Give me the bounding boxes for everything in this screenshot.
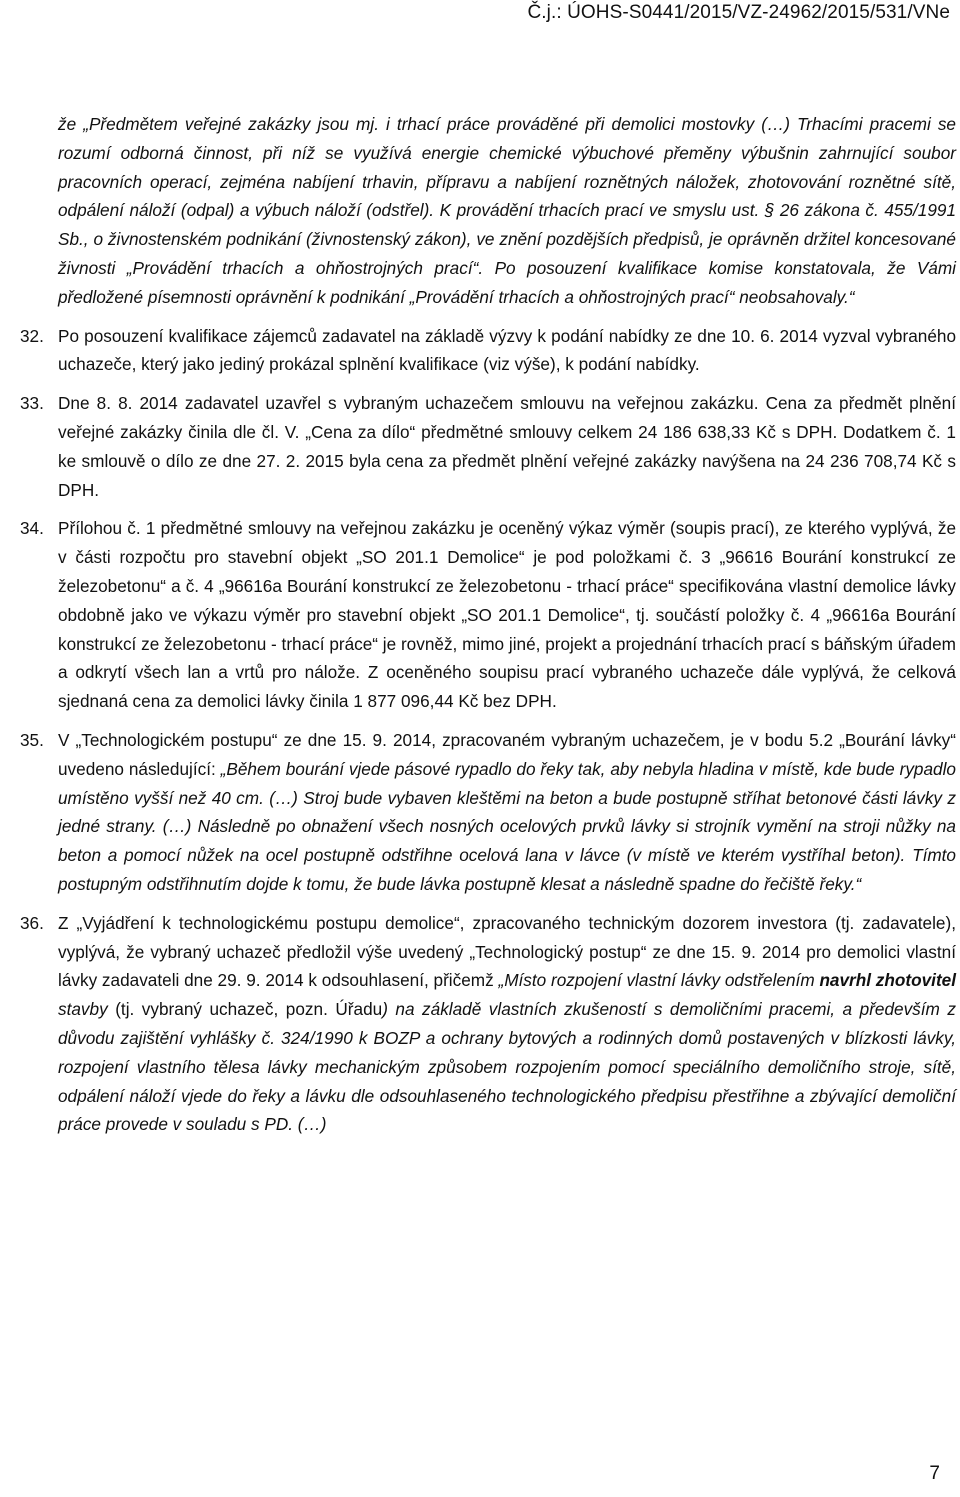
text-segment: Z „Vyjádření k technologickému postupu demolice“, zpracovaného technickým dozorem investora (tj. zadavatele), vyplývá, že vybraný uchazeč předložil výše uvedený „Technologický postup“ ze dne 15. 9. 2014 pro demolici vlastní lávky zadavateli dne 29. 9. 2014 k odsouhlasení, přičemž [58,912,956,991]
text-segment: že „Předmětem veřejné zakázky jsou mj. i trhací práce prováděné při demolici mostovky (…) Trhacími pracemi se rozumí odborná činnost, při níž se využívá energie chemické výbuchové přeměny výbušnin zahrnující soubor pracovních operací, zejména nabíjení trhavin, přípravu a nabíjení roznětných náložek, zhotovování roznětné sítě, odpálení náloží (odpal) a výbuch náloží (odstřel). K provádění trhacích prací ve smyslu ust. § 26 zákona č. 455/1991 Sb., o živnostenském podnikání (živnostenský zákon), ve znění pozdějších předpisů, je oprávněn držitel koncesované živnosti „Provádění trhacích a ohňostrojných prací“. Po posouzení kvalifikace komise konstatovala, že Vámi předložené písemnosti oprávnění k podnikání „Provádění trhacích a ohňostrojných prací“ neobsahovaly.“ [58,114,956,307]
paragraph-text [58,726,956,899]
paragraph-text [58,322,956,380]
paragraph-number: 33. [20,393,44,414]
page-number: 7 [929,1463,940,1484]
text-segment: navrhl zhotovitel [819,970,956,991]
paragraph-number: 35. [20,729,44,750]
text-segment: Po posouzení kvalifikace zájemců zadavatel na základě výzvy k podání nabídky ze dne 10. 6. 2014 vyzval vybraného uchazeče, který jako jediný prokázal splnění kvalifikace (viz výše), k podání nabídky. [58,325,956,375]
paragraph-text [58,909,956,1139]
paragraph [20,726,956,899]
paragraph-number: 34. [20,518,44,539]
paragraph [20,909,956,1139]
paragraph [20,110,956,312]
text-segment: V „Technologickém postupu“ ze dne 15. 9. 2014, zpracovaném vybraným uchazečem, je v bodu 5.2 „Bourání lávky“ uvedeno následující: [58,729,956,779]
paragraph-text [58,389,956,504]
paragraph-number: 36. [20,912,44,933]
text-segment: „Místo rozpojení vlastní lávky odstřelením [498,970,820,991]
paragraph [20,514,956,716]
text-segment: Přílohou č. 1 předmětné smlouvy na veřejnou zakázku je oceněný výkaz výměr (soupis prací), ze kterého vyplývá, že v části rozpočtu pro stavební objekt „SO 201.1 Demolice“ je pod položkami č. 3 „96616 Bourání konstrukcí ze železobetonu“ a č. 4 „96616a Bourání konstrukcí ze železobetonu - trhací práce“ specifikována vlastní demolice lávky obdobně jako ve výkazu výměr pro stavební objekt „SO 201.1 Demolice“, tj. součástí položky č. 4 „96616a Bourání konstrukcí ze železobetonu - trhací práce“ je rovněž, mimo jiné, projekt a projednání trhacích prací s báňským úřadem a odkrytí všech lan a vrtů pro nálože. Z oceněného soupisu prací vybraného uchazeče dále vyplývá, že celková sjednaná cena za demolici lávky činila 1 877 096,44 Kč bez DPH. [58,518,956,712]
text-segment: „Během bourání vjede pásové rypadlo do řeky tak, aby nebyla hladina v místě, kde bude rypadlo umístěno vyšší než 40 cm. (…) Stroj bude vybaven kleštěmi na beton a bude postupně stříhat betonové části lávky z jedné strany. (…) Následně po obnažení všech nosných ocelových prvků lávky si strojník vymění na stroji nůžky na beton a pomocí nůžek na ocel postupně odstřihne ocelová lana v lávce (v místě ve kterém vystříhal beton). Tímto postupným odstřihnutím dojde k tomu, že bude lávka postupně klesat a následně spadne do řečiště řeky.“ [58,758,956,894]
document-reference-number: Č.j.: ÚOHS-S0441/2015/VZ-24962/2015/531/VNe [527,2,950,23]
paragraph-text [58,110,956,312]
document-body [20,110,956,1139]
text-segment: ) na základě vlastních zkušeností s demoličními pracemi, a především z důvodu zajištění vyhlášky č. 324/1990 k BOZP a ochrany bytových a rodinných domů postavených v blízkosti lávky, rozpojení vlastního tělesa lávky mechanickým způsobem rozpojením pomocí speciálního demoličního stroje, sítě, odpálení náloží vjede do řeky a lávku dle odsouhlaseného technologického předpisu přestřihne a zbývající demoliční práce provede v souladu s PD. (…) [58,999,956,1135]
paragraph [20,389,956,504]
text-segment: stavby [58,999,108,1020]
text-segment: Dne 8. 8. 2014 zadavatel uzavřel s vybraným uchazečem smlouvu na veřejnou zakázku. Cena za předmět plnění veřejné zakázky činila dle čl. V. „Cena za dílo“ předmětné smlouvy celkem 24 186 638,33 Kč s DPH. Dodatkem č. 1 ke smlouvě o dílo ze dne 27. 2. 2015 byla cena za předmět plnění veřejné zakázky navýšena na 24 236 708,74 Kč s DPH. [58,393,956,500]
paragraph-number: 32. [20,325,44,346]
paragraph [20,322,956,380]
paragraph-text [58,514,956,716]
text-segment: (tj. vybraný uchazeč, pozn. Úřadu [107,999,383,1020]
